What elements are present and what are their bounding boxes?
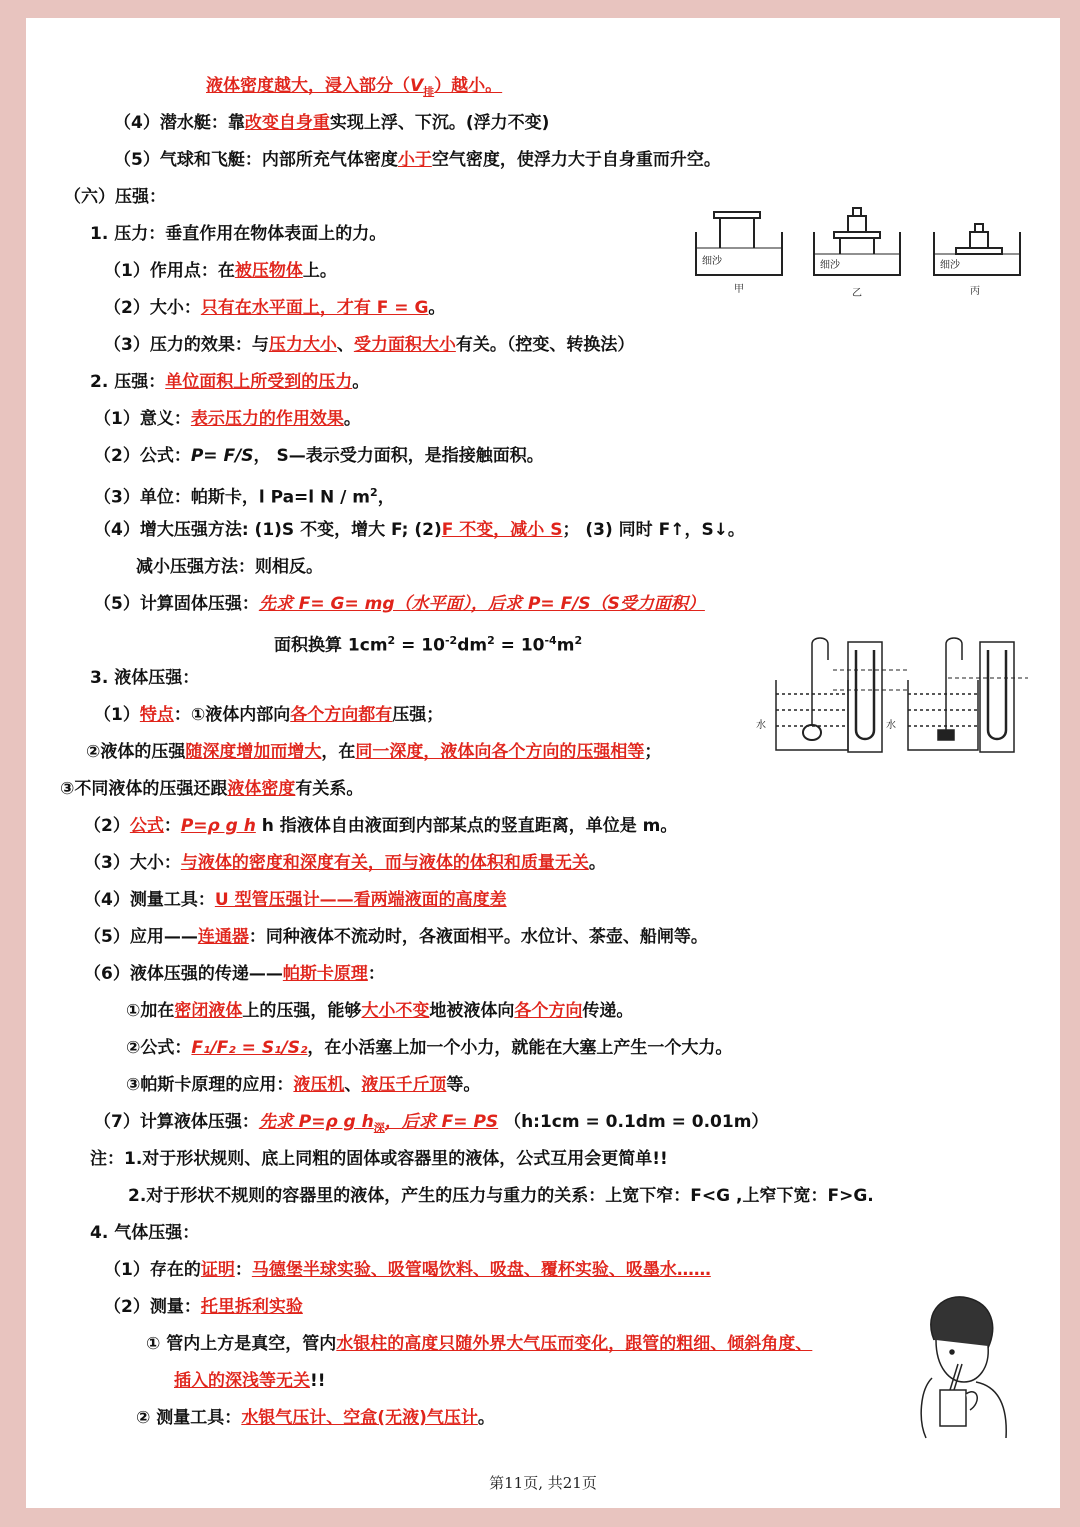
boy-drinking-figure: [906, 1290, 1016, 1440]
text-line: 液体密度越大，浸入部分$(V_排)$越小。: [206, 76, 503, 99]
text-line: 减小压强方法：则相反。: [136, 557, 323, 577]
text-line: （4）增大压强方法: (1)S 不变，增大 F; (2)F 不变，减小 S； (3) 同时 F↑，S↓。: [94, 520, 745, 540]
figure-caption: 乙: [852, 288, 862, 299]
text-line: （2）公式：P= F/S， S—表示受力面积，是指接触面积。: [94, 446, 544, 466]
text-line: （3）单位：帕斯卡，l Pa=l N / $m^2$，: [94, 486, 395, 508]
sand-label: 细沙: [702, 256, 722, 267]
document-page: [26, 18, 1060, 1508]
text-line: （1）意义：表示压力的作用效果。: [94, 409, 361, 429]
text-line: ① 管内上方是真空，管内水银柱的高度只随外界大气压而变化，跟管的粗细、倾斜角度、: [146, 1334, 813, 1354]
text-line: ③不同液体的压强还跟液体密度有关系。: [60, 779, 364, 799]
text-line: （1）特点：①液体内部向各个方向都有压强；: [94, 705, 444, 725]
figure-caption: 甲: [734, 284, 744, 295]
text-line: （2）公式：P=ρ g h h 指液体自由液面到内部某点的竖直距离，单位是 m。: [84, 816, 678, 836]
text-line: （4）潜水艇：靠改变自身重实现上浮、下沉。(浮力不变): [114, 113, 550, 133]
text-line: （5）应用——连通器：同种液体不流动时，各液面相平。水位计、茶壶、船闸等。: [84, 927, 708, 947]
sand-experiment-figure: [694, 190, 1034, 300]
text-line: ②液体的压强随深度增加而增大，在同一深度，液体向各个方向的压强相等；: [86, 742, 662, 762]
sand-label: 细沙: [820, 260, 840, 271]
text-line: （2）大小：只有在水平面上，才有 F = G。: [104, 298, 446, 318]
section-heading: （六）压强：: [64, 187, 166, 207]
text-line: （4）测量工具：U 型管压强计——看两端液面的高度差: [84, 890, 507, 910]
text-line: （5）计算固体压强：先求 F= G= mg（水平面），后求 P= F/S（S受力面积）: [94, 594, 705, 614]
text-line: （3）压力的效果：与压力大小、受力面积大小有关。（控变、转换法）: [104, 335, 635, 355]
text-line: （2）测量：托里拆利实验: [104, 1297, 303, 1317]
subsection-heading: 3. 液体压强：: [90, 668, 200, 688]
subsection-heading: 2. 压强：单位面积上所受到的压力。: [90, 372, 370, 392]
subsection-heading: 4. 气体压强：: [90, 1223, 200, 1243]
text-line: （5）气球和飞艇：内部所充气体密度小于空气密度，使浮力大于自身重而升空。: [114, 150, 721, 170]
text-line: ② 测量工具：水银气压计、空盒(无液)气压计。: [136, 1408, 495, 1428]
sand-label: 细沙: [940, 260, 960, 271]
water-label: 水: [886, 720, 896, 731]
text-line: ③帕斯卡原理的应用：液压机、液压千斤顶等。: [126, 1075, 481, 1095]
text-line: （7）计算液体压强：先求 P=ρ g $h_深$，后求 F= PS （h:1cm = 0.1dm = 0.01m）: [94, 1112, 769, 1135]
text-line: （6）液体压强的传递——帕斯卡原理：: [84, 964, 385, 984]
u-tube-pressure-figure: [748, 630, 1038, 755]
text-line: ②公式：F₁/F₂ = S₁/S₂，在小活塞上加一个小力，就能在大塞上产生一个大力。: [126, 1038, 733, 1058]
text-line: （3）大小：与液体的密度和深度有关，而与液体的体积和质量无关。: [84, 853, 606, 873]
page-footer: 第11页, 共21页: [489, 1474, 597, 1492]
figure-caption: 丙: [970, 286, 980, 297]
text-line: （1）作用点：在被压物体上。: [104, 261, 337, 281]
text-line: （1）存在的证明：马德堡半球实验、吸管喝饮料、吸盘、覆杯实验、吸墨水……: [104, 1260, 711, 1280]
water-label: 水: [756, 720, 766, 731]
text-line: 插入的深浅等无关!!: [174, 1371, 326, 1391]
text-line: 面积换算 $1cm^2 = 10^{-2}dm^2 = 10^{-4}m^2$: [274, 634, 583, 656]
note-line: 2.对于形状不规则的容器里的液体，产生的压力与重力的关系：上宽下窄：F<G ,上窄下宽：F>G.: [128, 1186, 874, 1206]
note-line: 注：1.对于形状规则、底上同粗的固体或容器里的液体，公式互用会更简单!!: [90, 1149, 668, 1169]
subsection-heading: 1. 压力：垂直作用在物体表面上的力。: [90, 224, 387, 244]
text-line: ①加在密闭液体上的压强，能够大小不变地被液体向各个方向传递。: [126, 1001, 634, 1021]
